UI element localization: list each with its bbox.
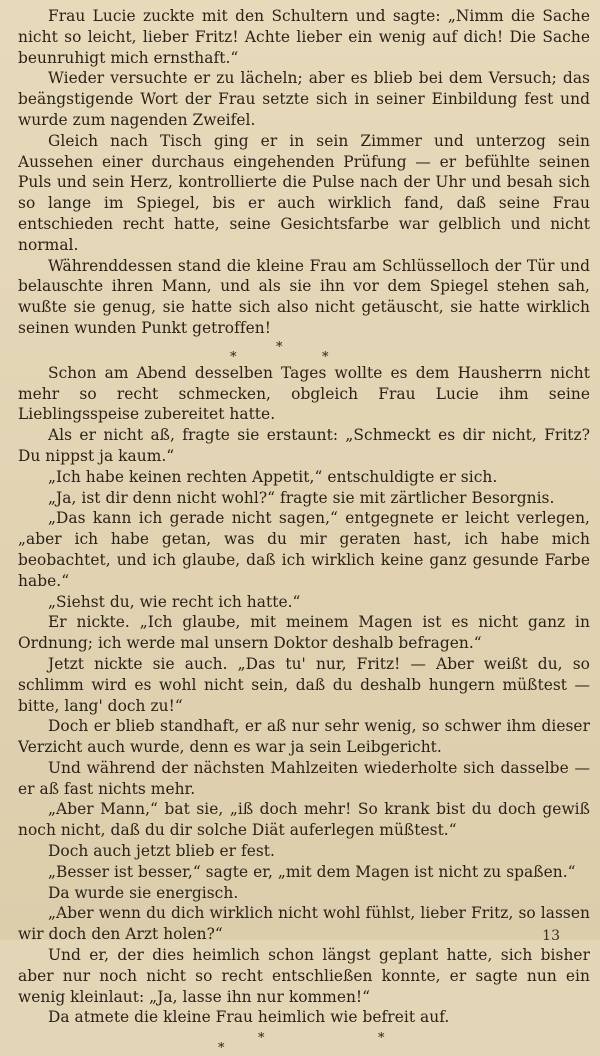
page-number: 13	[542, 928, 560, 944]
paragraph: Da atmete die kleine Frau heimlich wie befreit auf.	[48, 1008, 450, 1027]
paragraph: Doch auch jetzt blieb er fest.	[48, 842, 275, 861]
paragraph: „Aber Mann,“ bat sie, „iß doch mehr! So krank bist du doch gewiß noch nicht, daß du dir solche Diät auferlegen müßtest.“	[18, 800, 590, 840]
separator-star: *	[218, 1041, 225, 1056]
separator-star: *	[322, 349, 329, 365]
page-body	[18, 6, 590, 1056]
paragraph: Frau Lucie zuckte mit den Schultern und sagte: „Nimm die Sache nicht so leicht, lieber Fritz! Achte lieber ein wenig auf dich! Die Sache beunruhigt mich ernsthaft.“	[18, 7, 590, 67]
paragraph: „Ja, ist dir denn nicht wohl?“ fragte sie mit zärtlicher Besorgnis.	[48, 488, 555, 507]
paragraph: Jetzt nickte sie auch. „Das tu' nur, Fritz! — Aber weißt du, so schlimm wird es wohl nicht sein, daß du deshalb hungern müßtest — bitte, lang' doch zu!“	[18, 654, 590, 715]
section-separator	[18, 341, 590, 363]
paragraph: Schon am Abend desselben Tages wollte es dem Hausherrn nicht mehr so recht schmecken, obgleich Frau Lucie ihm seine Lieblingsspeise zubereitet hatte.	[18, 363, 590, 424]
paragraph: „Das kann ich gerade nicht sagen,“ entgegnete er leicht verlegen, „aber ich habe getan, was du mir geraten hast, ich habe mich beobachtet, und ich glaube, daß ich wirklich keine ganz gesunde Farbe habe.“	[18, 509, 590, 590]
separator-star: *	[230, 349, 237, 365]
paragraph: Und er, der dies heimlich schon längst geplant hatte, sich bisher aber nur noch nicht so recht entschließen konnte, er sagte nun ein wenig kleinlaut: „Ja, lasse ihn nur kommen!“	[18, 946, 590, 1006]
paragraph: „Ich habe keinen rechten Appetit,“ entschuldigte er sich.	[48, 467, 498, 486]
separator-star: *	[276, 339, 283, 355]
paragraph: Und während der nächsten Mahlzeiten wiederholte sich dasselbe — er aß fast nichts mehr.	[18, 758, 590, 798]
paragraph: Wieder versuchte er zu lächeln; aber es blieb bei dem Versuch; das beängstigende Wort der Frau setzte sich in seiner Einbildung fest und wurde zum nagenden Zweifel.	[18, 69, 590, 129]
paragraph: Doch er blieb standhaft, er aß nur sehr wenig, so schwer ihm dieser Verzicht auch wurde, denn es war ja sein Leibgericht.	[18, 717, 590, 757]
separator-star: *	[258, 1031, 265, 1047]
paragraph: „Aber wenn du dich wirklich nicht wohl fühlst, lieber Fritz, so lassen wir doch den Arzt holen?“	[18, 904, 590, 944]
paragraph: Gleich nach Tisch ging er in sein Zimmer und unterzog sein Aussehen einer durchaus eingehenden Prüfung — er befühlte seinen Puls und sein Herz, kontrollierte die Pulse nach der Uhr und besah sich so lange im Spiegel, bis er auch wirklich fand, daß seine Frau entschieden recht hatte, seine Gesichtsfarbe war gelblich und nicht normal.	[18, 131, 590, 254]
paragraph: Als er nicht aß, fragte sie erstaunt: „Schmeckt es dir nicht, Fritz? Du nippst ja kaum.“	[18, 426, 590, 465]
paragraph: „Siehst du, wie recht ich hatte.“	[48, 592, 301, 611]
paragraph: Er nickte. „Ich glaube, mit meinem Magen ist es nicht ganz in Ordnung; ich werde mal unsern Doktor deshalb befragen.“	[18, 613, 590, 653]
separator-star: *	[378, 1031, 385, 1047]
paragraph: Währenddessen stand die kleine Frau am Schlüsselloch der Tür und belauschte ihren Mann, und als sie ihn vor dem Spiegel stehen sah, wußte sie genug, sie hatte sich also nicht getäuscht, sie hatte wirklich seinen wunden Punkt getroffen!	[18, 256, 590, 337]
paragraph: Da wurde sie energisch.	[48, 883, 239, 902]
paragraph: „Besser ist besser,“ sagte er, „mit dem Magen ist nicht zu spaßen.“	[48, 862, 576, 881]
section-separator-bottom	[18, 1030, 590, 1056]
